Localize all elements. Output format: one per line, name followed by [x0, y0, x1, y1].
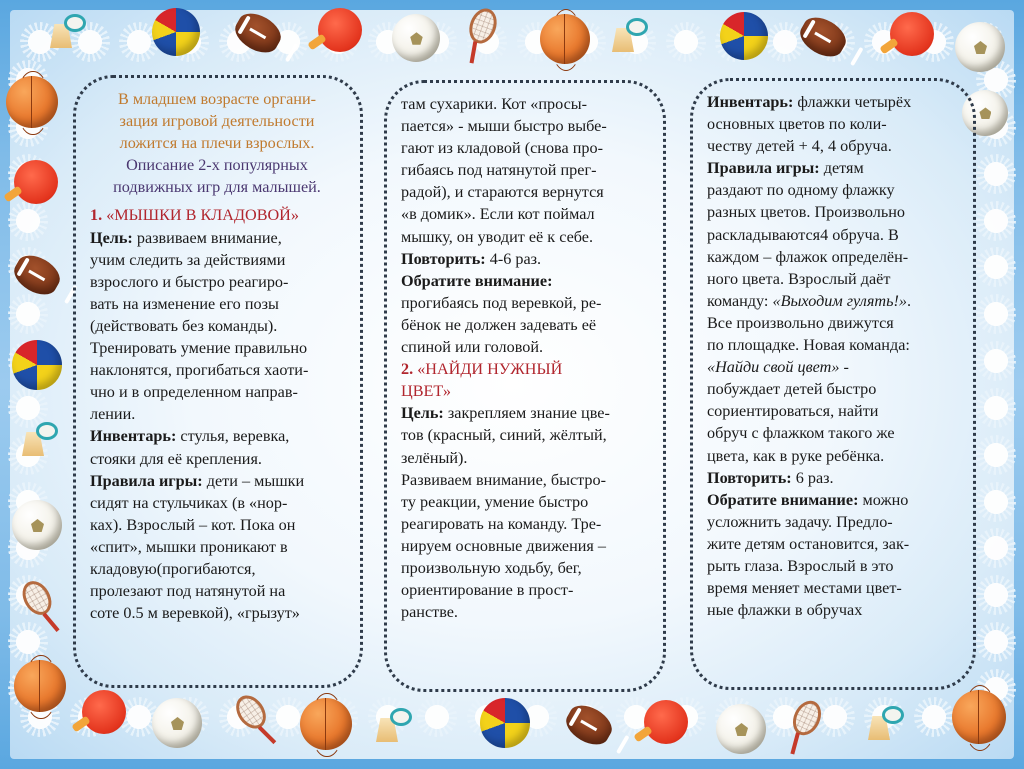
intro-line: зация игровой деятельности: [119, 112, 315, 131]
volleyball-icon: [480, 698, 530, 748]
attention-line: рыть глаза. Взрослый в это: [707, 556, 894, 575]
basketball-icon: [6, 76, 58, 128]
rules-cont-line: мышку, он уводит её к себе.: [401, 227, 594, 246]
rules-line: сориентироваться, найти: [707, 402, 879, 421]
soccer-ball-icon: [12, 500, 62, 550]
badminton-icon: [50, 12, 86, 48]
inventory-line: стояки для её крепления.: [90, 449, 262, 468]
develop-line: ориентирование в прост-: [401, 581, 574, 600]
goal-line: наклонятся, прогибаться хаоти-: [90, 361, 309, 380]
column-2-panel: [384, 80, 666, 692]
basketball-icon: [14, 660, 66, 712]
rules-cont-line: «в домик». Если кот поймал: [401, 205, 595, 224]
rules-line: пролезают под натянутой на: [90, 582, 286, 601]
badminton-icon: [22, 420, 58, 456]
repeat-label: Повторить:: [401, 249, 486, 268]
develop-line: ранстве.: [401, 603, 458, 622]
goal-line: чно и в определенном направ-: [90, 383, 298, 402]
rules-line: раскладываются4 обруча. В: [707, 225, 899, 244]
repeat-label: Повторить:: [707, 468, 792, 487]
badminton-icon: [612, 14, 648, 50]
rules-line: ного цвета. Взрослый даёт: [707, 269, 891, 288]
ping-pong-icon: [14, 160, 58, 204]
rules-cont-line: там сухарики. Кот «просы-: [401, 95, 588, 113]
rules-label: Правила игры:: [90, 471, 203, 490]
develop-line: нируем основные движения –: [401, 536, 607, 555]
goal-line: лении.: [90, 405, 136, 424]
intro-line: ложится на плечи взрослых.: [119, 134, 315, 153]
rules-line: цвета, как в руке ребёнка.: [707, 446, 885, 465]
soccer-ball-icon: [955, 22, 1005, 72]
soccer-ball-icon: [392, 14, 440, 62]
rules-line: соте 0.5 м веревкой), «грызут»: [90, 604, 300, 623]
goal-label: Цель:: [401, 404, 444, 423]
goal-line: (действовать без команды).: [90, 316, 278, 335]
attention-line: ные флажки в обручах: [707, 601, 863, 620]
repeat-line: Повторить: 6 раз.: [707, 468, 834, 487]
subtitle-line: подвижных игр для малышей.: [113, 178, 321, 197]
goal-line: Тренировать умение правильно: [90, 339, 308, 358]
ping-pong-icon: [890, 12, 934, 56]
inventory-label: Инвентарь:: [707, 93, 794, 111]
goal-line: учим следить за действиями: [90, 250, 286, 269]
ping-pong-icon: [82, 690, 126, 734]
flower-garland-right: [976, 60, 1016, 709]
rules-line: обруч с флажком такого же: [707, 424, 895, 443]
rules-line: «спит», мышки проникают в: [90, 537, 288, 556]
basketball-icon: [952, 690, 1006, 744]
game-2-title-cont: ЦВЕТ»: [401, 382, 451, 401]
attention-line: бёнок не должен задевать её: [401, 315, 597, 334]
develop-line: произвольную ходьбу, бег,: [401, 558, 582, 577]
column-1-panel: [73, 75, 363, 688]
attention-line: Обратите внимание: можно: [707, 490, 909, 509]
game-number: 2.: [401, 360, 414, 379]
command-line: команду: «Выходим гулять!».: [707, 291, 911, 310]
rules-label: Правила игры:: [707, 159, 820, 178]
basketball-icon: [300, 698, 352, 750]
rules-line: раздают по одному флажку: [707, 181, 895, 200]
game-2-title: 2. «НАЙДИ НУЖНЫЙ: [401, 360, 563, 379]
rules-line: сидят на стульчиках (в «нор-: [90, 493, 288, 512]
soccer-ball-icon: [716, 704, 766, 754]
goal-line: Цель: развиваем внимание,: [90, 228, 282, 247]
basketball-icon: [540, 14, 590, 64]
rules-line: разных цветов. Произвольно: [707, 203, 906, 222]
rules-cont-line: радой), и стараются вернутся: [401, 183, 604, 202]
goal-line: тов (красный, синий, жёлтый,: [401, 426, 607, 445]
repeat-line: Повторить: 4-6 раз.: [401, 249, 542, 268]
command-go-walk: «Выходим гулять!»: [772, 291, 907, 310]
ping-pong-icon: [644, 700, 688, 744]
attention-line: прогибаясь под веревкой, ре-: [401, 293, 602, 312]
inventory-line: основных цветов по коли-: [707, 115, 887, 134]
goal-line: зелёный).: [401, 448, 468, 467]
goal-label: Цель:: [90, 228, 133, 247]
command-find-color: «Найди свой цвет»: [707, 358, 840, 377]
subtitle-line: Описание 2-х популярных: [126, 156, 308, 175]
develop-line: ту реакции, умение быстро: [401, 492, 589, 511]
rules-cont-line: гают из кладовой (снова про-: [401, 139, 603, 158]
attention-line: усложнить задачу. Предло-: [707, 512, 893, 531]
goal-line: взрослого и быстро реагиро-: [90, 272, 289, 291]
badminton-icon: [376, 706, 412, 742]
inventory-label: Инвентарь:: [90, 427, 177, 446]
rules-line: каждом – флажок определён-: [707, 247, 909, 266]
goal-line: Цель: закрепляем знание цве-: [401, 404, 610, 423]
attention-line: жите детям остановится, зак-: [707, 534, 910, 553]
rules-line: кладовую(прогибаются,: [90, 559, 256, 578]
attention-line: спиной или головой.: [401, 338, 544, 357]
inventory-line: Инвентарь: флажки четырёх: [707, 93, 912, 111]
soccer-ball-icon: [152, 698, 202, 748]
develop-line: реагировать на команду. Тре-: [401, 514, 602, 533]
column-3-panel: [690, 78, 976, 690]
command-line: «Найди свой цвет» -: [707, 358, 849, 377]
rules-cont-line: гибаясь под натянутой прег-: [401, 161, 597, 180]
volleyball-icon: [152, 8, 200, 56]
rules-line: Правила игры: детям: [707, 159, 864, 178]
attention-line: время меняет местами цвет-: [707, 579, 902, 598]
badminton-icon: [868, 704, 904, 740]
inventory-line: честву детей + 4, 4 обруча.: [707, 137, 892, 156]
attention-heading: Обратите внимание:: [401, 271, 553, 290]
game-number: 1.: [90, 206, 103, 225]
volleyball-icon: [12, 340, 62, 390]
develop-line: Развиваем внимание, быстро-: [401, 470, 607, 489]
ping-pong-icon: [318, 8, 362, 52]
inventory-line: Инвентарь: стулья, веревка,: [90, 427, 290, 446]
rules-cont-line: пается» - мыши быстро выбе-: [401, 117, 607, 136]
goal-line: вать на изменение его позы: [90, 294, 279, 313]
game-title-text: «МЫШКИ В КЛАДОВОЙ»: [106, 206, 299, 225]
rules-line: Все произвольно движутся: [707, 313, 894, 332]
rules-line: Правила игры: дети – мышки: [90, 471, 305, 490]
game-1-title: [90, 204, 344, 226]
attention-label: Обратите внимание:: [707, 490, 859, 509]
rules-line: по площадке. Новая команда:: [707, 336, 910, 355]
volleyball-icon: [720, 12, 768, 60]
rules-line: побуждает детей быстро: [707, 380, 877, 399]
intro-line: В младшем возрасте органи-: [117, 90, 317, 108]
rules-line: ках). Взрослый – кот. Пока он: [90, 515, 296, 534]
